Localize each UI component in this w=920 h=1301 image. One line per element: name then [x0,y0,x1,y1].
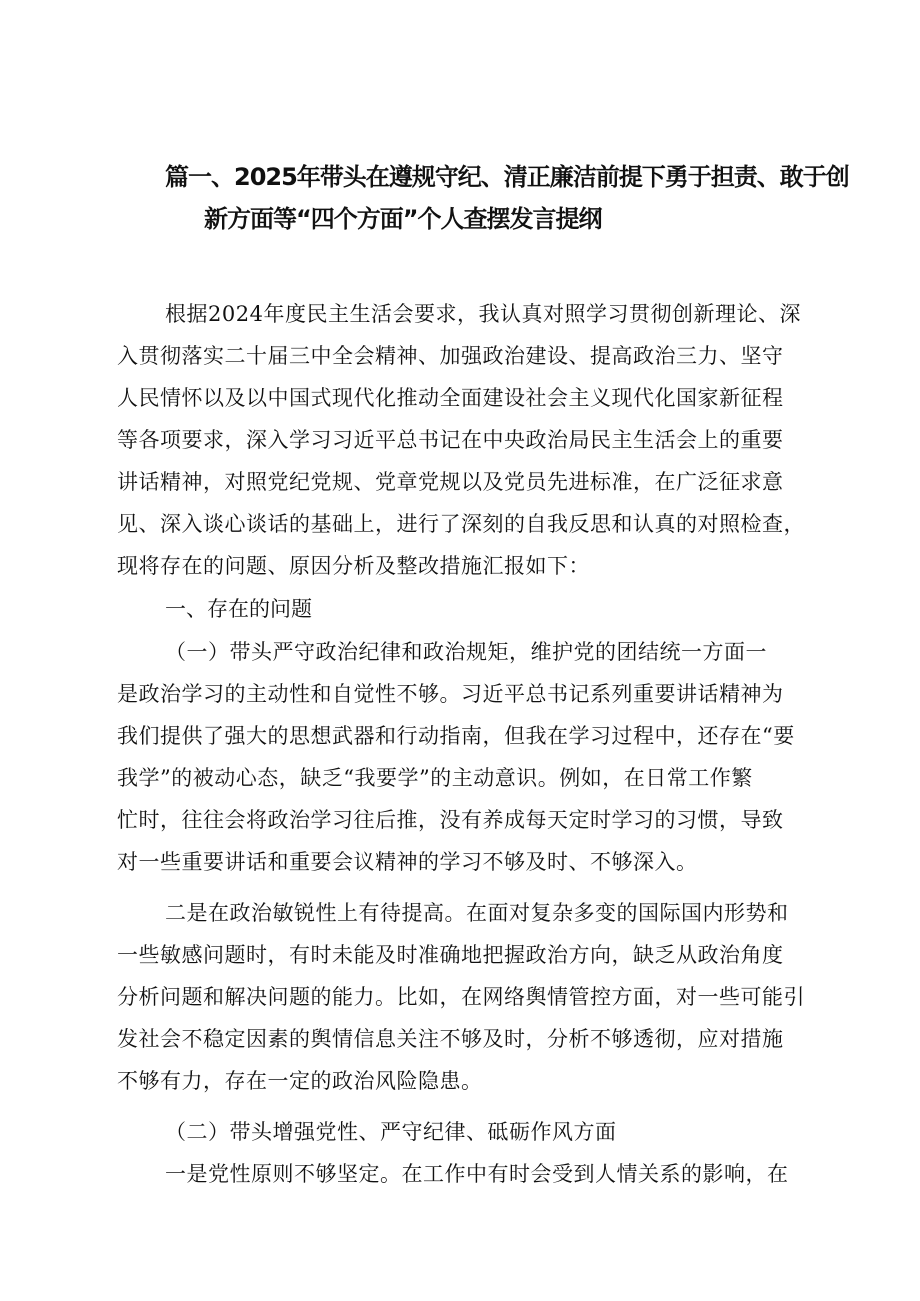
para2-line-3: 分析问题和解决问题的能力。比如，在网络舆情管控方面，对一些可能引 [117,985,805,1009]
intro-line-5: 讲话精神，对照党纪党规、党章党规以及党员先进标准，在广泛征求意 [117,470,784,494]
document-title-line-2: 新方面等“四个方面”个人查摆发言提纲 [204,205,602,233]
intro-line-6: 见、深入谈心谈话的基础上，进行了深刻的自我反思和认真的对照检查， [117,512,805,536]
sub1-line-3: 我们提供了强大的思想武器和行动指南，但我在学习过程中，还存在“要 [117,724,795,748]
sub2-line-1: 一是党性原则不够坚定。在工作中有时会受到人情关系的影响，在 [165,1162,789,1186]
para2-line-4: 发社会不稳定因素的舆情信息关注不够及时，分析不够透彻，应对措施 [117,1027,784,1051]
intro-line-1: 根据2024年度民主生活会要求，我认真对照学习贯彻创新理论、深 [165,302,801,326]
sub1-line-5: 忙时，往往会将政治学习往后推，没有养成每天定时学习的习惯，导致 [117,808,784,832]
sub2-heading: （二）带头增强党性、严守纪律、砥砺作风方面 [165,1120,617,1144]
document-title-line-1: 篇一、2025年带头在遵规守纪、清正廉洁前提下勇于担责、敢于创 [165,163,849,191]
sub1-line-6: 对一些重要讲话和重要会议精神的学习不够及时、不够深入。 [117,850,698,874]
intro-line-2: 入贯彻落实二十届三中全会精神、加强政治建设、提高政治三力、坚守 [117,344,784,368]
intro-line-3: 人民情怀以及以中国式现代化推动全面建设社会主义现代化国家新征程 [117,386,784,410]
sub1-line-2: 是政治学习的主动性和自觉性不够。习近平总书记系列重要讲话精神为 [117,682,784,706]
intro-line-7: 现将存在的问题、原因分析及整改措施汇报如下： [117,554,590,578]
sub1-line-1: （一）带头严守政治纪律和政治规矩，维护党的团结统一方面一 [165,640,767,664]
para2-line-1: 二是在政治敏锐性上有待提高。在面对复杂多变的国际国内形势和 [165,901,789,925]
sub1-line-4: 我学”的被动心态，缺乏“我要学”的主动意识。例如，在日常工作繁 [117,766,753,790]
para2-line-5: 不够有力，存在一定的政治风险隐患。 [117,1069,483,1093]
para2-line-2: 一些敏感问题时，有时未能及时准确地把握政治方向，缺乏从政治角度 [117,943,784,967]
intro-line-4: 等各项要求，深入学习习近平总书记在中央政治局民主生活会上的重要 [117,428,784,452]
section-heading-problems: 一、存在的问题 [165,597,312,621]
